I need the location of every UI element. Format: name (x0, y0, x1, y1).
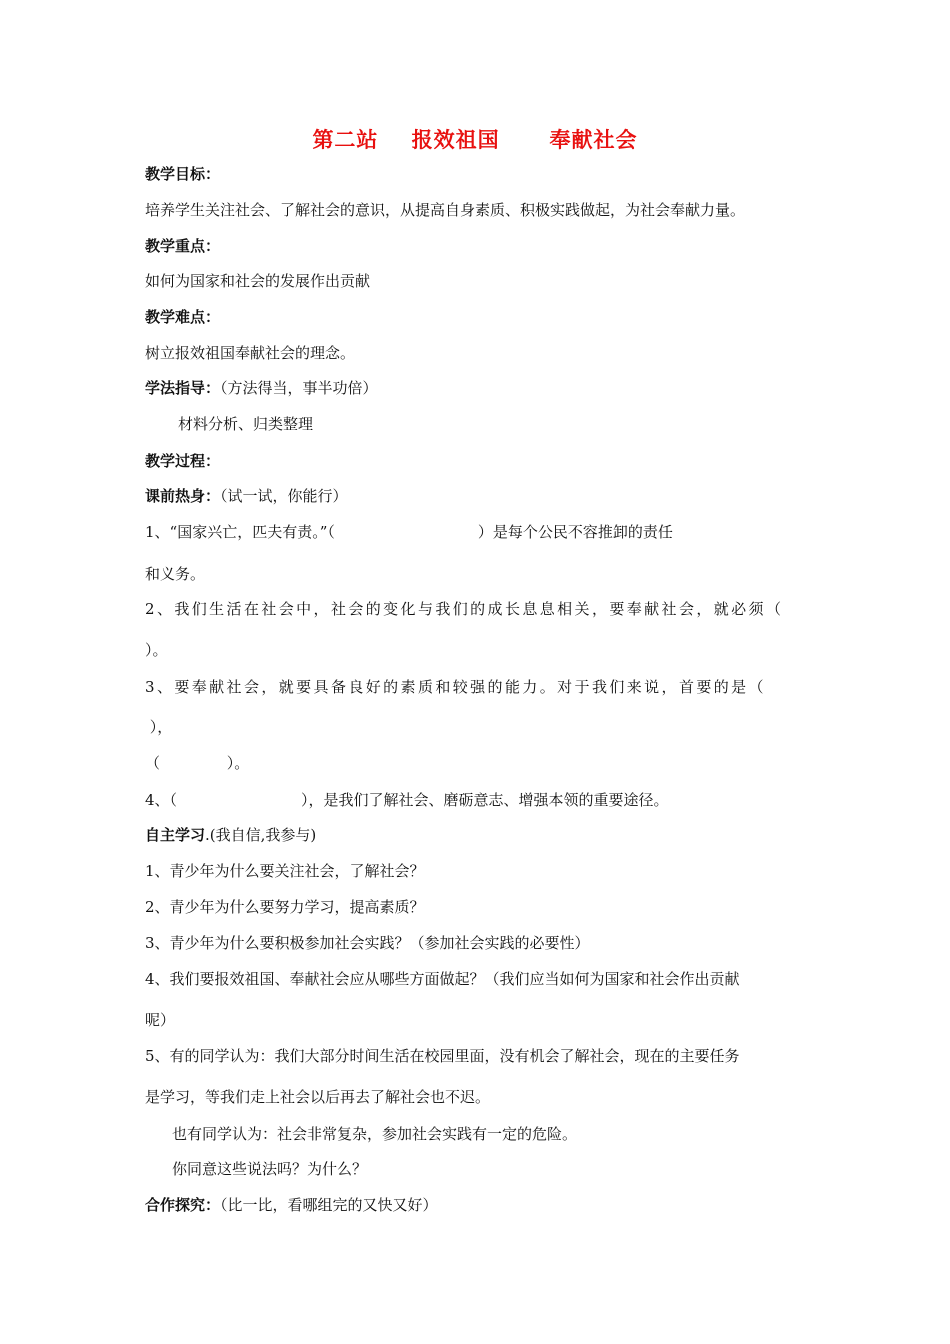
self-study-q5-alt-view: 也有同学认为：社会非常复杂，参加社会实践有一定的危险。 (172, 1125, 578, 1143)
warmup-q4: 4、（ ），是我们了解社会、磨砺意志、增强本领的重要途径。 (145, 791, 669, 809)
keypoint-text: 如何为国家和社会的发展作出贡献 (145, 272, 371, 290)
cooperation-heading: 合作探究： (145, 1196, 221, 1214)
self-study-q2: 2、青少年为什么要努力学习，提高素质？ (145, 898, 425, 916)
cooperation-note: （比一比，看哪组完的又快又好） (220, 1196, 438, 1214)
keypoint-heading: 教学重点： (145, 237, 221, 255)
warmup-q2-cont: ）。 (145, 641, 168, 659)
warmup-heading: 课前热身： (145, 487, 221, 505)
self-study-q5-cont: 是学习，等我们走上社会以后再去了解社会也不迟。 (145, 1088, 491, 1106)
self-study-q4-cont: 呢） (145, 1011, 176, 1029)
warmup-q2: 2、我们生活在社会中，社会的变化与我们的成长息息相关，要奉献社会，就必须（ (145, 600, 784, 618)
warmup-q1-cont: 和义务。 (145, 565, 206, 583)
method-text: 材料分析、归类整理 (178, 415, 314, 433)
objective-heading: 教学目标： (145, 165, 221, 183)
method-note: （方法得当，事半功倍） (220, 379, 378, 397)
self-study-q1: 1、青少年为什么要关注社会，了解社会？ (145, 862, 425, 880)
warmup-line (145, 486, 348, 506)
difficulty-text: 树立报效祖国奉献社会的理念。 (145, 344, 356, 362)
warmup-q3-cont: ）， (145, 718, 173, 736)
page-title: 第二站 报效祖国 奉献社会 (312, 128, 638, 152)
self-study-heading: 自主学习 (145, 826, 206, 844)
self-study-line (145, 825, 316, 845)
process-heading: 教学过程： (145, 452, 221, 470)
method-heading: 学法指导： (145, 379, 221, 397)
self-study-note: .(我自信,我参与) (205, 826, 317, 844)
self-study-q5: 5、有的同学认为：我们大部分时间生活在校园里面，没有机会了解社会，现在的主要任务 (145, 1047, 740, 1065)
cooperation-line (145, 1195, 438, 1215)
self-study-q3: 3、青少年为什么要积极参加社会实践？（参加社会实践的必要性） (145, 934, 590, 952)
self-study-q5-question: 你同意这些说法吗？为什么？ (172, 1160, 368, 1178)
objective-text: 培养学生关注社会、了解社会的意识，从提高自身素质、积极实践做起，为社会奉献力量。 (145, 201, 746, 219)
warmup-note: （试一试，你能行） (220, 487, 348, 505)
warmup-q3-blank: （ ）。 (145, 754, 250, 772)
warmup-q3: 3、要奉献社会，就要具备良好的素质和较强的能力。对于我们来说，首要的是（ (145, 678, 766, 696)
self-study-q4: 4、我们要报效祖国、奉献社会应从哪些方面做起？（我们应当如何为国家和社会作出贡献 (145, 970, 740, 988)
difficulty-heading: 教学难点： (145, 308, 221, 326)
method-line (145, 378, 378, 398)
warmup-q1: 1、“国家兴亡，匹夫有责。”（ ）是每个公民不容推卸的责任 (145, 523, 673, 541)
